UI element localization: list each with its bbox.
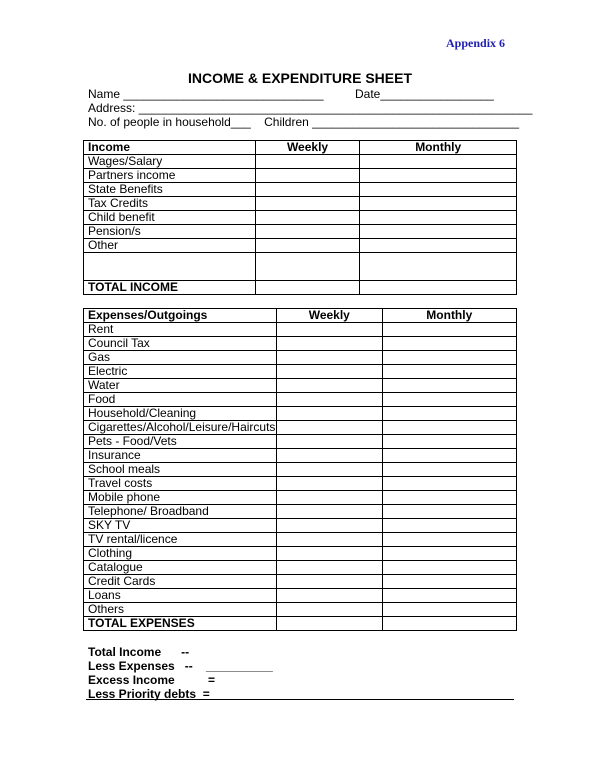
total-label: TOTAL EXPENSES bbox=[84, 617, 277, 631]
weekly-total-cell[interactable] bbox=[255, 281, 360, 295]
monthly-cell[interactable] bbox=[382, 533, 516, 547]
monthly-cell[interactable] bbox=[382, 351, 516, 365]
weekly-cell[interactable] bbox=[255, 183, 360, 197]
row-label: Pets - Food/Vets bbox=[84, 435, 277, 449]
monthly-cell[interactable] bbox=[382, 589, 516, 603]
table-row bbox=[84, 169, 517, 183]
row-label bbox=[84, 253, 256, 281]
monthly-header: Monthly bbox=[382, 309, 516, 323]
row-label: Loans bbox=[84, 589, 277, 603]
table-row bbox=[84, 351, 517, 365]
weekly-cell[interactable] bbox=[255, 155, 360, 169]
total-label: TOTAL INCOME bbox=[84, 281, 256, 295]
name-field[interactable]: Name ______________________________ bbox=[88, 87, 324, 101]
row-label: Insurance bbox=[84, 449, 277, 463]
weekly-cell[interactable] bbox=[255, 197, 360, 211]
table-row bbox=[84, 575, 517, 589]
row-label: Electric bbox=[84, 365, 277, 379]
monthly-cell[interactable] bbox=[360, 253, 517, 281]
row-label: Mobile phone bbox=[84, 491, 277, 505]
total-row bbox=[84, 281, 517, 295]
row-label: Household/Cleaning bbox=[84, 407, 277, 421]
monthly-cell[interactable] bbox=[360, 197, 517, 211]
household-field[interactable]: No. of people in household___ Children _______________________________ bbox=[88, 115, 520, 129]
row-label: Child benefit bbox=[84, 211, 256, 225]
monthly-cell[interactable] bbox=[382, 561, 516, 575]
monthly-cell[interactable] bbox=[382, 519, 516, 533]
row-label: Gas bbox=[84, 351, 277, 365]
weekly-cell[interactable] bbox=[276, 365, 382, 379]
table-row bbox=[84, 463, 517, 477]
table-row bbox=[84, 393, 517, 407]
monthly-header: Monthly bbox=[360, 141, 517, 155]
monthly-cell[interactable] bbox=[382, 505, 516, 519]
summary-excess-income: Excess Income = bbox=[88, 673, 216, 687]
weekly-cell[interactable] bbox=[276, 337, 382, 351]
monthly-cell[interactable] bbox=[382, 477, 516, 491]
table-row bbox=[84, 477, 517, 491]
row-label: School meals bbox=[84, 463, 277, 477]
weekly-total-cell[interactable] bbox=[276, 617, 382, 631]
table-row bbox=[84, 547, 517, 561]
summary-priority-debts: Less Priority debts = bbox=[88, 687, 210, 701]
weekly-cell[interactable] bbox=[276, 323, 382, 337]
row-label: Travel costs bbox=[84, 477, 277, 491]
monthly-cell[interactable] bbox=[360, 155, 517, 169]
table-row bbox=[84, 435, 517, 449]
table-row bbox=[84, 505, 517, 519]
row-label: SKY TV bbox=[84, 519, 277, 533]
row-label: Council Tax bbox=[84, 337, 277, 351]
weekly-header: Weekly bbox=[276, 309, 382, 323]
monthly-cell[interactable] bbox=[360, 169, 517, 183]
row-label: Credit Cards bbox=[84, 575, 277, 589]
row-label: Pension/s bbox=[84, 225, 256, 239]
weekly-cell[interactable] bbox=[276, 351, 382, 365]
summary-rule bbox=[86, 699, 514, 700]
table-row bbox=[84, 407, 517, 421]
table-row bbox=[84, 379, 517, 393]
weekly-cell[interactable] bbox=[276, 463, 382, 477]
row-label: Catalogue bbox=[84, 561, 277, 575]
monthly-cell[interactable] bbox=[382, 547, 516, 561]
row-label: TV rental/licence bbox=[84, 533, 277, 547]
row-label: Wages/Salary bbox=[84, 155, 256, 169]
total-row bbox=[84, 617, 517, 631]
table-row bbox=[84, 155, 517, 169]
weekly-cell[interactable] bbox=[276, 519, 382, 533]
monthly-cell[interactable] bbox=[382, 435, 516, 449]
table-row bbox=[84, 491, 517, 505]
monthly-cell[interactable] bbox=[360, 183, 517, 197]
weekly-cell[interactable] bbox=[276, 449, 382, 463]
row-label: Tax Credits bbox=[84, 197, 256, 211]
summary-total-income: Total Income -- bbox=[88, 645, 190, 659]
income-table bbox=[83, 140, 517, 295]
monthly-cell[interactable] bbox=[360, 225, 517, 239]
table-row bbox=[84, 561, 517, 575]
row-label: Rent bbox=[84, 323, 277, 337]
weekly-cell[interactable] bbox=[255, 211, 360, 225]
row-label: Clothing bbox=[84, 547, 277, 561]
table-row bbox=[84, 603, 517, 617]
weekly-cell[interactable] bbox=[276, 491, 382, 505]
table-row bbox=[84, 239, 517, 253]
weekly-cell[interactable] bbox=[276, 393, 382, 407]
monthly-cell[interactable] bbox=[360, 211, 517, 225]
weekly-cell[interactable] bbox=[255, 239, 360, 253]
weekly-cell[interactable] bbox=[276, 589, 382, 603]
row-label: Water bbox=[84, 379, 277, 393]
monthly-cell[interactable] bbox=[382, 575, 516, 589]
summary-block bbox=[88, 645, 273, 701]
table-row bbox=[84, 225, 517, 239]
summary-less-expenses: Less Expenses -- __________ bbox=[88, 659, 273, 673]
monthly-cell[interactable] bbox=[382, 603, 516, 617]
table-row bbox=[84, 211, 517, 225]
row-label: Partners income bbox=[84, 169, 256, 183]
monthly-cell[interactable] bbox=[382, 379, 516, 393]
expenses-header: Expenses/Outgoings bbox=[84, 309, 277, 323]
monthly-total-cell[interactable] bbox=[382, 617, 516, 631]
appendix-label: Appendix 6 bbox=[446, 36, 506, 50]
row-label: Cigarettes/Alcohol/Leisure/Haircuts bbox=[84, 421, 277, 435]
monthly-cell[interactable] bbox=[382, 491, 516, 505]
monthly-cell[interactable] bbox=[360, 239, 517, 253]
weekly-cell[interactable] bbox=[276, 561, 382, 575]
weekly-cell[interactable] bbox=[255, 253, 360, 281]
weekly-cell[interactable] bbox=[276, 435, 382, 449]
weekly-cell[interactable] bbox=[255, 225, 360, 239]
weekly-cell[interactable] bbox=[276, 407, 382, 421]
table-row bbox=[84, 197, 517, 211]
table-row bbox=[84, 533, 517, 547]
monthly-cell[interactable] bbox=[382, 323, 516, 337]
weekly-cell[interactable] bbox=[276, 547, 382, 561]
table-row bbox=[84, 519, 517, 533]
weekly-cell[interactable] bbox=[276, 379, 382, 393]
weekly-cell[interactable] bbox=[255, 169, 360, 183]
weekly-cell[interactable] bbox=[276, 477, 382, 491]
table-row bbox=[84, 421, 517, 435]
row-label: Others bbox=[84, 603, 277, 617]
table-row bbox=[84, 323, 517, 337]
row-label: Other bbox=[84, 239, 256, 253]
monthly-cell[interactable] bbox=[382, 337, 516, 351]
table-row bbox=[84, 589, 517, 603]
weekly-cell[interactable] bbox=[276, 505, 382, 519]
weekly-cell[interactable] bbox=[276, 603, 382, 617]
monthly-cell[interactable] bbox=[382, 393, 516, 407]
weekly-cell[interactable] bbox=[276, 575, 382, 589]
table-row bbox=[84, 449, 517, 463]
monthly-cell[interactable] bbox=[382, 365, 516, 379]
expenses-table bbox=[83, 308, 517, 631]
address-field[interactable]: Address: ___________________________________________________________ bbox=[88, 101, 533, 115]
monthly-cell[interactable] bbox=[382, 407, 516, 421]
row-label: State Benefits bbox=[84, 183, 256, 197]
table-row bbox=[84, 183, 517, 197]
table-row bbox=[84, 365, 517, 379]
sheet-title: INCOME & EXPENDITURE SHEET bbox=[187, 70, 413, 86]
weekly-cell[interactable] bbox=[276, 421, 382, 435]
table-row bbox=[84, 337, 517, 351]
row-label: Food bbox=[84, 393, 277, 407]
monthly-cell[interactable] bbox=[382, 421, 516, 435]
table-row bbox=[84, 253, 517, 281]
monthly-cell[interactable] bbox=[382, 463, 516, 477]
date-field[interactable]: Date_________________ bbox=[355, 87, 494, 101]
monthly-total-cell[interactable] bbox=[360, 281, 517, 295]
weekly-cell[interactable] bbox=[276, 533, 382, 547]
row-label: Telephone/ Broadband bbox=[84, 505, 277, 519]
monthly-cell[interactable] bbox=[382, 449, 516, 463]
income-header: Income bbox=[84, 141, 256, 155]
weekly-header: Weekly bbox=[255, 141, 360, 155]
